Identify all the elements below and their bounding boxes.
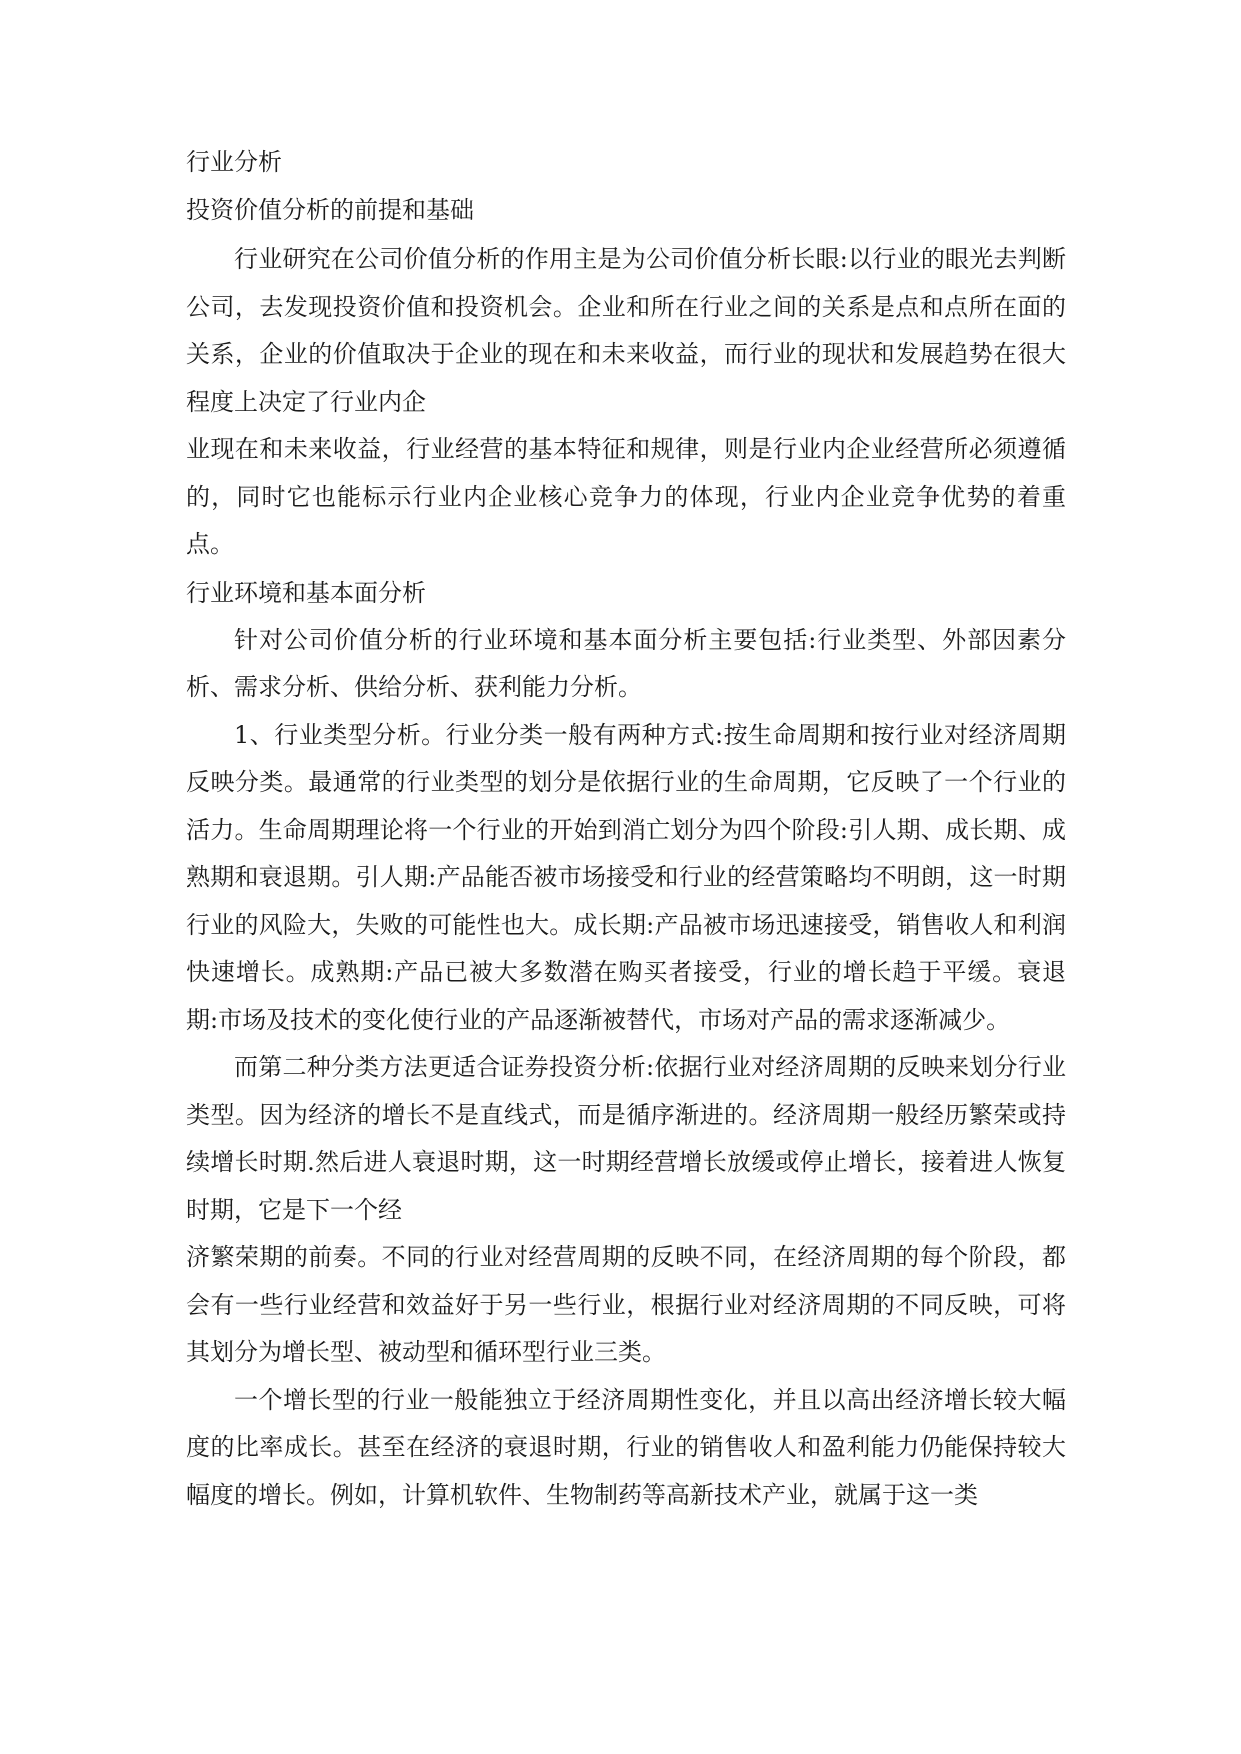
paragraph-industry-research: 行业研究在公司价值分析的作用主是为公司价值分析长眼:以行业的眼光去判断公司，去发现投资价值和投资机会。企业和所在行业之间的关系是点和点所在面的关系，企业的价值取决于企业的现在和未来收益，而行业的现状和发展趋势在很大程度上决定了行业内企: [186, 245, 1066, 416]
document-page: [186, 138, 1066, 1519]
document-subtitle: 投资价值分析的前提和基础: [186, 196, 474, 224]
paragraph-industry-type: 1、行业类型分析。行业分类一般有两种方式:按生命周期和按行业对经济周期反映分类。最通常的行业类型的划分是依据行业的生命周期，它反映了一个行业的活力。生命周期理论将一个行业的开始到消亡划分为四个阶段:引人期、成长期、成熟期和衰退期。引人期:产品能否被市场接受和行业的经营策略均不明朗，这一时期行业的风险大，失败的可能性也大。成长期:产品被市场迅速接受，销售收人和利润快速增长。成熟期:产品已被大多数潜在购买者接受，行业的增长趋于平缓。衰退期:市场及技术的变化使行业的产品逐渐被替代，市场对产品的需求逐渐减少。: [186, 720, 1066, 1034]
paragraph-growth-industry: 一个增长型的行业一般能独立于经济周期性变化，并且以高出经济增长较大幅度的比率成长。甚至在经济的衰退时期，行业的销售收人和盈利能力仍能保持较大幅度的增长。例如，计算机软件、生物制药等高新技术产业，就属于这一类: [186, 1385, 1066, 1509]
paragraph-industry-research-continued: 业现在和未来收益，行业经营的基本特征和规律，则是行业内企业经营所必须遵循的，同时它也能标示行业内企业核心竞争力的体现，行业内企业竞争优势的着重点。: [186, 435, 1066, 558]
section-heading: 行业环境和基本面分析: [186, 578, 426, 607]
paragraph-economic-cycle: 而第二种分类方法更适合证券投资分析:依据行业对经济周期的反映来划分行业类型。因为经济的增长不是直线式，而是循序渐进的。经济周期一般经历繁荣或持续增长时期.然后进人衰退时期，这一时期经营增长放缓或停止增长，接着进人恢复时期，它是下一个经: [186, 1053, 1066, 1224]
paragraph-analysis-scope: 针对公司价值分析的行业环境和基本面分析主要包括:行业类型、外部因素分析、需求分析、供给分析、获利能力分析。: [186, 625, 1066, 701]
paragraph-economic-cycle-continued: 济繁荣期的前奏。不同的行业对经营周期的反映不同，在经济周期的每个阶段，都会有一些行业经营和效益好于另一些行业，根据行业对经济周期的不同反映，可将其划分为增长型、被动型和循环型行业三类。: [186, 1243, 1066, 1366]
document-title: 行业分析: [186, 148, 282, 176]
